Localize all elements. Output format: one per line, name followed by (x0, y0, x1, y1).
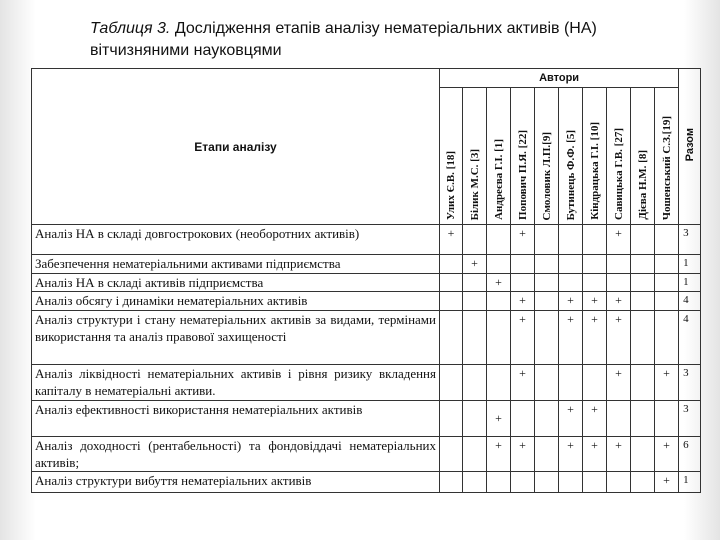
mark-cell (463, 274, 487, 292)
author-name: Улих Є.В. [18] (445, 151, 457, 220)
mark-cell (607, 401, 631, 437)
stage-cell: Забезпечення нематеріальними активами підприємства (32, 255, 440, 274)
total-cell: 1 (679, 255, 701, 274)
mark-cell (655, 225, 679, 255)
mark-cell (511, 274, 535, 292)
mark-cell: + (559, 292, 583, 311)
mark-cell (559, 274, 583, 292)
mark-cell (511, 255, 535, 274)
table-body (32, 225, 701, 493)
mark-cell: + (487, 437, 511, 472)
author-header-6 (559, 88, 583, 225)
author-header-2 (463, 88, 487, 225)
mark-cell: + (583, 292, 607, 311)
table-row (32, 225, 701, 255)
author-header-7 (583, 88, 607, 225)
mark-cell (535, 437, 559, 472)
mark-cell (440, 472, 463, 493)
mark-cell (487, 311, 511, 365)
mark-cell: + (655, 365, 679, 401)
mark-cell (559, 472, 583, 493)
author-header-4 (511, 88, 535, 225)
mark-cell (631, 472, 655, 493)
mark-cell: + (607, 311, 631, 365)
mark-cell: + (511, 225, 535, 255)
stage-cell: Аналіз обсягу і динаміки нематеріальних активів (32, 292, 440, 311)
mark-cell (440, 292, 463, 311)
mark-cell: + (487, 401, 511, 437)
table-row (32, 274, 701, 292)
author-name: Чошенський С.З.[19] (660, 115, 673, 220)
mark-cell (535, 311, 559, 365)
total-header-label: Разом (683, 127, 696, 162)
mark-cell (607, 472, 631, 493)
mark-cell (607, 274, 631, 292)
caption-text: Дослідження етапів аналізу нематеріальних активів (НА) вітчизняними науковцями (90, 20, 597, 59)
author-name: Попович П.Я. [22] (516, 130, 529, 220)
mark-cell (535, 225, 559, 255)
mark-cell (487, 292, 511, 311)
stage-cell: Аналіз структури вибуття нематеріальних активів (32, 472, 440, 493)
mark-cell: + (559, 401, 583, 437)
stage-header: Етапи аналізу (32, 69, 440, 225)
stage-cell: Аналіз доходності (рентабельності) та фондовіддачі нематеріальних активів; (32, 437, 440, 472)
author-header-10 (655, 88, 679, 225)
table-row (32, 292, 701, 311)
mark-cell: + (583, 401, 607, 437)
mark-cell (463, 225, 487, 255)
mark-cell (535, 292, 559, 311)
mark-cell: + (511, 365, 535, 401)
table-row (32, 365, 701, 401)
mark-cell (631, 292, 655, 311)
author-name: Білик М.С. [3] (468, 148, 481, 220)
mark-cell: + (511, 437, 535, 472)
mark-cell (463, 365, 487, 401)
total-cell: 1 (679, 274, 701, 292)
mark-cell: + (655, 437, 679, 472)
mark-cell (487, 225, 511, 255)
table-row (32, 401, 701, 437)
mark-cell (559, 365, 583, 401)
mark-cell: + (511, 292, 535, 311)
total-cell: 3 (679, 365, 701, 401)
total-header (679, 69, 701, 225)
mark-cell (535, 274, 559, 292)
authors-header: Автори (440, 69, 679, 88)
author-name: Андреєва Г.І. [1] (492, 139, 505, 220)
mark-cell (463, 472, 487, 493)
mark-cell: + (583, 437, 607, 472)
mark-cell (463, 292, 487, 311)
mark-cell (559, 255, 583, 274)
mark-cell: + (607, 292, 631, 311)
table-row (32, 472, 701, 493)
stage-cell: Аналіз НА в складі активів підприємства (32, 274, 440, 292)
mark-cell (583, 472, 607, 493)
table-row (32, 255, 701, 274)
table-row (32, 311, 701, 365)
mark-cell (440, 255, 463, 274)
mark-cell (535, 255, 559, 274)
mark-cell (511, 401, 535, 437)
mark-cell (655, 255, 679, 274)
authors-analysis-table (31, 68, 701, 493)
total-cell: 3 (679, 225, 701, 255)
author-name: Бутинець Ф.Ф. [5] (564, 129, 577, 220)
mark-cell (440, 401, 463, 437)
stage-cell: Аналіз ліквідності нематеріальних активів і рівня ризику вкладення капіталу в нематеріальні активи. (32, 365, 440, 401)
mark-cell (583, 255, 607, 274)
mark-cell (535, 401, 559, 437)
mark-cell (607, 255, 631, 274)
stage-cell: Аналіз НА в складі довгострокових (необоротних активів) (32, 225, 440, 255)
mark-cell (655, 401, 679, 437)
mark-cell: + (440, 225, 463, 255)
author-name: Дієва Н.М. [8] (636, 150, 649, 220)
mark-cell (631, 225, 655, 255)
mark-cell: + (511, 311, 535, 365)
mark-cell (583, 365, 607, 401)
mark-cell: + (607, 365, 631, 401)
total-cell: 4 (679, 292, 701, 311)
mark-cell (655, 311, 679, 365)
author-header-8 (607, 88, 631, 225)
mark-cell (440, 311, 463, 365)
mark-cell: + (559, 311, 583, 365)
mark-cell (655, 292, 679, 311)
mark-cell (440, 437, 463, 472)
mark-cell: + (655, 472, 679, 493)
total-cell: 3 (679, 401, 701, 437)
mark-cell (631, 255, 655, 274)
mark-cell: + (583, 311, 607, 365)
mark-cell (463, 401, 487, 437)
table-row (32, 437, 701, 472)
caption-lead: Таблиця 3. (90, 20, 171, 37)
mark-cell (631, 401, 655, 437)
total-cell: 6 (679, 437, 701, 472)
mark-cell: + (487, 274, 511, 292)
author-name: Смоловик Л.П.[9] (540, 131, 553, 220)
mark-cell (583, 225, 607, 255)
author-header-5 (535, 88, 559, 225)
mark-cell (463, 437, 487, 472)
mark-cell: + (559, 437, 583, 472)
author-name: Савицька Г.В. [27] (612, 128, 625, 220)
header-row-top (32, 69, 701, 88)
mark-cell (487, 365, 511, 401)
mark-cell (631, 274, 655, 292)
mark-cell: + (463, 255, 487, 274)
mark-cell (463, 311, 487, 365)
stage-cell: Аналіз структури і стану нематеріальних активів за видами, термінами використання та аналіз правової захищеності (32, 311, 440, 365)
mark-cell (559, 225, 583, 255)
mark-cell (511, 472, 535, 493)
mark-cell (440, 365, 463, 401)
table-caption (90, 18, 690, 62)
mark-cell (535, 365, 559, 401)
mark-cell (487, 472, 511, 493)
mark-cell (631, 437, 655, 472)
mark-cell (631, 311, 655, 365)
mark-cell (631, 365, 655, 401)
author-header-9 (631, 88, 655, 225)
mark-cell (583, 274, 607, 292)
total-cell: 4 (679, 311, 701, 365)
mark-cell (440, 274, 463, 292)
author-header-3 (487, 88, 511, 225)
mark-cell: + (607, 437, 631, 472)
mark-cell (487, 255, 511, 274)
total-cell: 1 (679, 472, 701, 493)
stage-cell: Аналіз ефективності використання нематеріальних активів (32, 401, 440, 437)
mark-cell: + (607, 225, 631, 255)
author-header-1 (440, 88, 463, 225)
mark-cell (535, 472, 559, 493)
author-name: Кіндрацька Г.І. [10] (588, 122, 601, 220)
mark-cell (655, 274, 679, 292)
